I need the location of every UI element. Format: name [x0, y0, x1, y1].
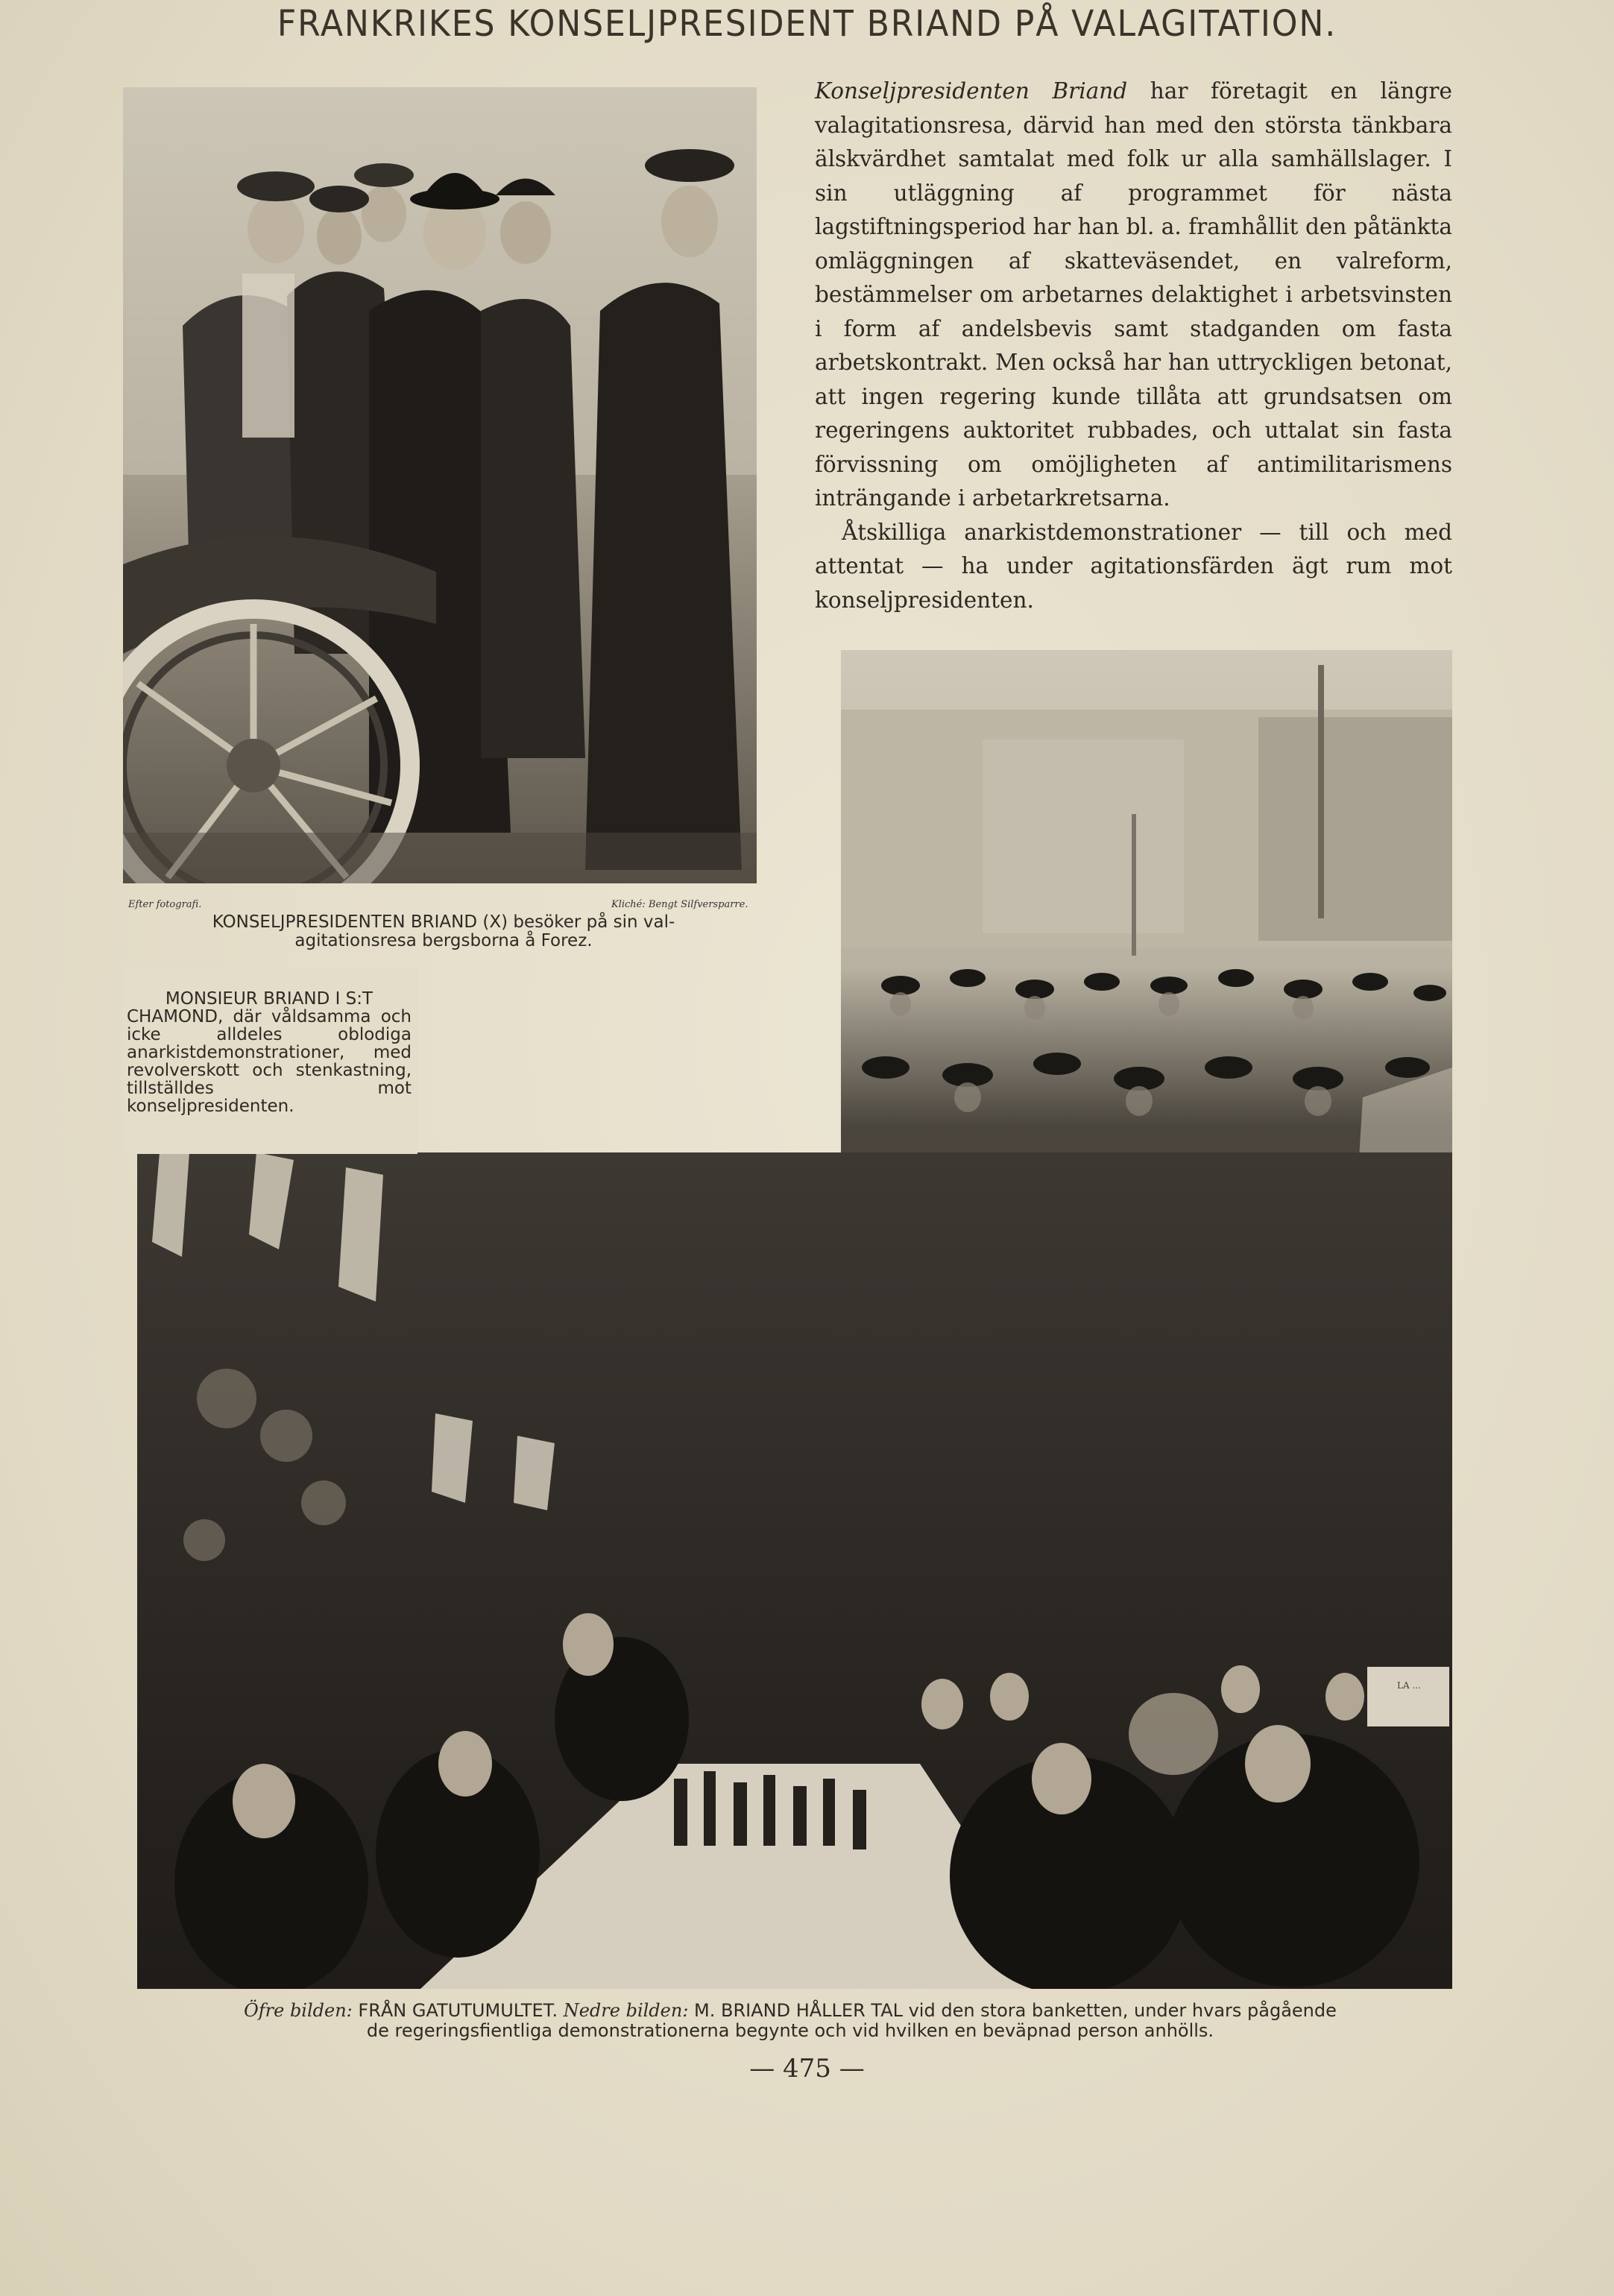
- photo1-credit-left: Efter fotografi.: [128, 899, 202, 910]
- side-caption-line1: MONSIEUR BRIAND I S:T: [165, 989, 373, 1009]
- bottom-caption: [127, 2001, 1454, 2041]
- page-number: — 475 —: [749, 2054, 865, 2084]
- bottom-caption-label-lower: Nedre bilden:: [563, 2000, 689, 2021]
- bottom-caption-text-lower: M. BRIAND HÅLLER TAL vid den stora banketten, under hvars pågående: [688, 2000, 1337, 2021]
- bottom-caption-text-upper: FRÅN GATUTUMULTET.: [352, 2000, 564, 2021]
- article-paragraph-1: [815, 75, 1452, 516]
- page-heading: FRANKRIKES KONSELJPRESIDENT BRIAND PÅ VALAGITATION.: [277, 3, 1337, 45]
- photo1-caption: [123, 913, 764, 950]
- article-paragraph-1-text: har företagit en längre valagitationsresa, därvid han med den största tänkbara älskvärdhet samtalat med folk ur alla samhällslager. I sin utläggning af programmet för nästa lagstiftningsperiod har han bl. a. framhållit den påtänkta omläggningen af skatteväsendet, en valreform, bestämmelser om arbetarnes delaktighet i arbetsvinsten i form af andelsbevis samt stadganden om fasta arbetskontrakt. Men också har han uttryckligen betonat, att ingen regering kunde tillåta att grundsatsen om regeringens auktoritet rubbades, och uttalat sin fasta förvissning om omöjligheten af antimilitarismens inträngande i arbetarkretsarna.: [815, 78, 1452, 511]
- article-text: [815, 75, 1452, 617]
- photo-briand-miners: [123, 87, 757, 883]
- article-paragraph-2: Åtskilliga anarkistdemonstrationer — till och med attentat — ha under agitationsfärden ägt rum mot konseljpresidenten.: [815, 519, 1452, 613]
- photo1-credit-right: Kliché: Bengt Silfversparre.: [611, 899, 748, 910]
- photo1-caption-line1: KONSELJPRESIDENTEN BRIAND (X) besöker på sin val-: [212, 912, 675, 932]
- article-lead: Konseljpresidenten Briand: [815, 78, 1128, 104]
- side-caption: [127, 990, 412, 1115]
- photo1-caption-line2: agitationsresa bergsborna å Forez.: [294, 931, 593, 950]
- bottom-caption-line2: de regeringsfientliga demonstrationerna begynte och vid hvilken en beväpnad person anhölls.: [366, 2020, 1214, 2041]
- photo-banquet: [137, 1152, 1452, 1989]
- bottom-caption-line1: [127, 2001, 1454, 2021]
- bottom-caption-label-upper: Öfre bilden:: [244, 2000, 353, 2021]
- banquet-sign-text: LA ...: [1397, 1680, 1421, 1691]
- side-caption-text: CHAMOND, där våldsamma och icke alldeles oblodiga anarkistdemonstrationer, med revolverskott och stenkastning, tillställdes mot konseljpresidenten.: [127, 1007, 412, 1116]
